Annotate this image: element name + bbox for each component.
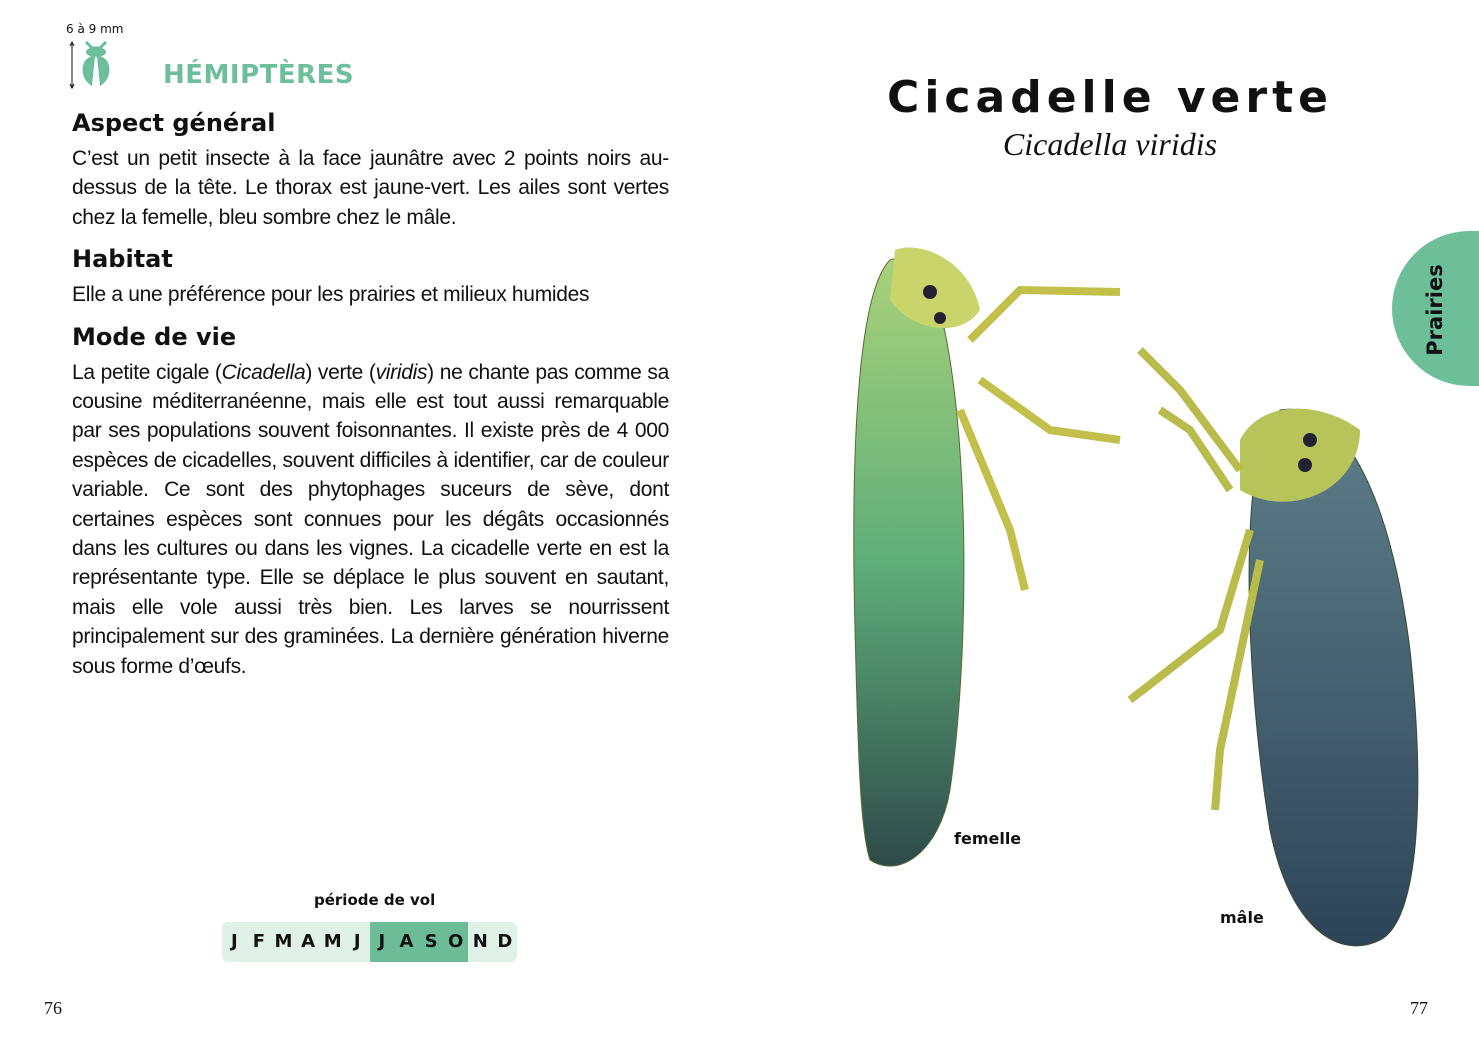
month-cell: M xyxy=(274,931,293,952)
month-cell: O xyxy=(443,922,468,962)
page-number-right: 77 xyxy=(1410,998,1428,1018)
month-cell: F xyxy=(252,931,266,952)
habitat-tab-label: Prairies xyxy=(1423,264,1447,356)
bug-icon xyxy=(68,40,120,90)
month-cell: J xyxy=(370,922,395,962)
month-cell: N xyxy=(472,931,488,952)
section-heading: Habitat xyxy=(72,245,173,274)
month-cell: J xyxy=(353,931,361,952)
flight-period-label: période de vol xyxy=(314,891,436,909)
month-cell: D xyxy=(497,931,513,952)
section-text: Elle a une préférence pour les prairies et milieux humides xyxy=(72,283,590,307)
insect-illustration xyxy=(820,230,1440,990)
month-cell: M xyxy=(323,931,342,952)
female-insect xyxy=(854,248,1120,867)
species-common-name: Cicadelle verte xyxy=(887,72,1333,123)
species-latin-name: Cicadella viridis xyxy=(1002,126,1218,162)
section-heading: Aspect général xyxy=(72,109,276,137)
month-cell: S xyxy=(419,922,444,962)
flight-period-bar xyxy=(222,922,517,962)
section-heading: Mode de vie xyxy=(72,322,237,351)
section-text: La petite cigale (Cicadella) verte (viridis) ne chante pas comme sa cousine méditerranéenne, mais elle est tout aussi remarquable par ses populations souvent foisonnantes. Il existe près de 4 000 espèces de cicadelles, souvent difficiles à identifier, car de couleur variable. Ce sont des phytophages suceurs de sève, dont certaines espèces sont connues pour les dégâts occasionnés dans les cultures ou dans les vignes. La cicadelle verte en est la représentante type. Elle se déplace le plus souvent en sautant, mais elle vole aussi très bien. Les larves se nourrissent principalement sur des graminées. La dernière génération hiverne sous forme d’œufs. xyxy=(72,360,669,678)
month-cell: A xyxy=(301,931,316,952)
male-insect xyxy=(1130,350,1418,946)
size-label: 6 à 9 mm xyxy=(66,22,124,36)
month-cell: A xyxy=(394,922,419,962)
section-text: C’est un petit insecte à la face jaunâtre avec 2 points noirs au-dessus de la tête. Le thorax est jaune-vert. Les ailes sont vertes chez la femelle, bleu sombre chez le mâle. xyxy=(72,147,669,229)
order-heading: HÉMIPTÈRES xyxy=(163,60,355,90)
male-label: mâle xyxy=(1220,908,1264,927)
female-label: femelle xyxy=(954,829,1022,848)
month-cell: J xyxy=(230,931,238,952)
description-column xyxy=(72,108,669,693)
page-number-left: 76 xyxy=(44,998,62,1018)
